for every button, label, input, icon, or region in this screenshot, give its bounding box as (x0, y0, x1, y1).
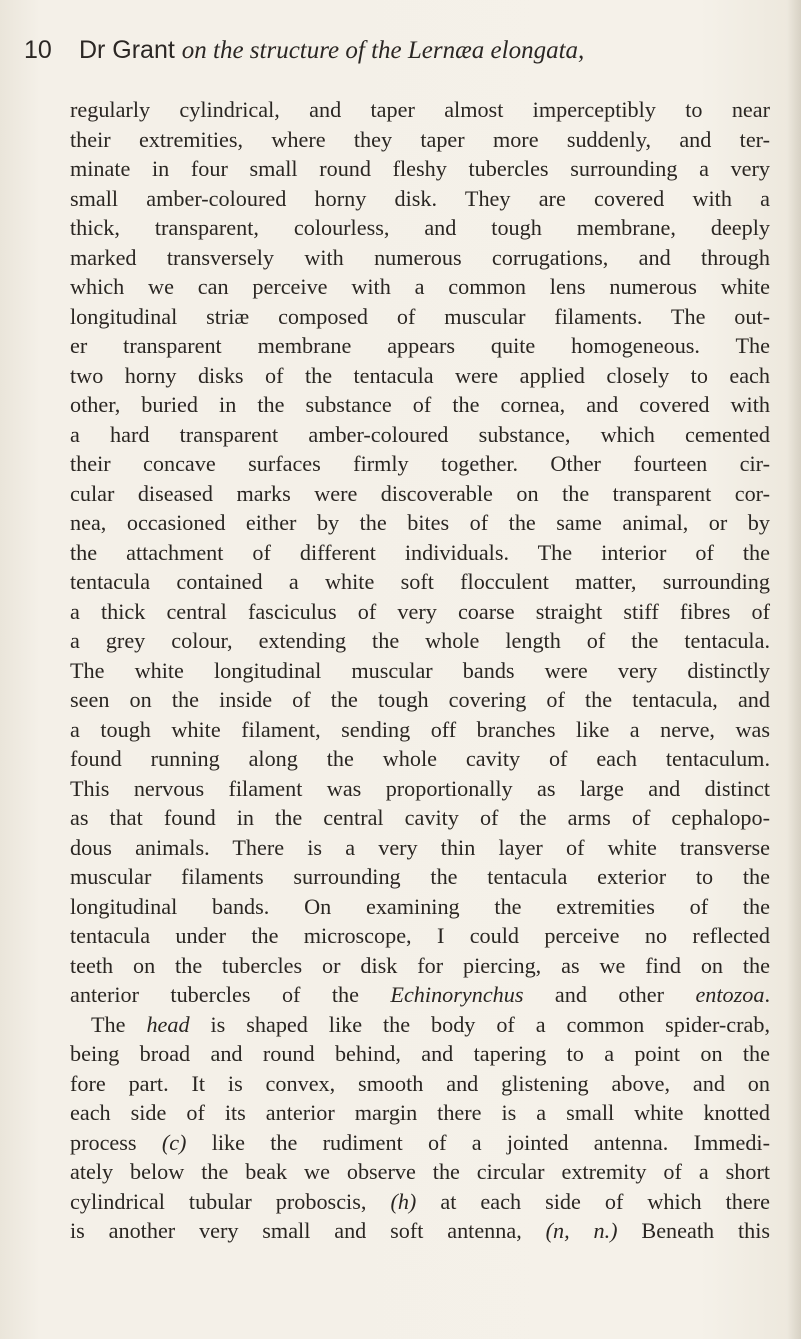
text-run: cylindrical tubular proboscis, (70, 1188, 391, 1214)
italic-term: (c) (161, 1129, 187, 1155)
text-line: small amber-coloured horny disk. They are covered with a (70, 185, 770, 211)
text-line: er transparent membrane appears quite homogeneous. The (70, 333, 770, 358)
text-line: a hard transparent amber-coloured substance, which cemented (70, 421, 770, 447)
text-run: is shaped like the body of a common spider-crab, (189, 1011, 771, 1037)
text-line: dous animals. There is a very thin layer of white transverse (70, 834, 770, 860)
text-line: This nervous filament was proportionally as large and distinct (70, 775, 770, 801)
text-line (70, 1187, 770, 1217)
text-line: the attachment of different individuals. The interior of the (70, 539, 770, 565)
text-line: which we can perceive with a common lens numerous white (70, 274, 770, 299)
text-line: longitudinal bands. On examining the extremities of the (70, 893, 770, 919)
text-line: seen on the inside of the tough covering of the tentacula, and (70, 687, 770, 712)
italic-term: Echinorynchus (390, 982, 524, 1007)
running-title-subject: on the structure of the (181, 37, 408, 64)
text-line: regularly cylindrical, and taper almost imperceptibly to near (70, 97, 770, 122)
text-line: as that found in the central cavity of the arms of cephalopo- (70, 805, 770, 830)
text-line: marked transversely with numerous corrugations, and through (70, 244, 770, 270)
italic-term: (h) (390, 1188, 417, 1214)
running-title-species: Lernæa elongata, (407, 37, 585, 64)
text-line: their extremities, where they taper more suddenly, and ter- (70, 126, 770, 152)
page-edge-shadow (787, 0, 801, 1339)
running-header (24, 36, 764, 76)
text-run: is another very small and soft antenna, (70, 1218, 546, 1243)
text-line: cular diseased marks were discoverable on the transparent cor- (70, 480, 770, 506)
text-line: a thick central fasciculus of very coarse straight stiff fibres of (70, 598, 770, 624)
running-title (79, 36, 584, 65)
text-run: anterior tubercles of the (70, 982, 391, 1007)
text-run: . (764, 982, 771, 1007)
text-run: like the rudiment of a jointed antenna. Immedi- (186, 1129, 770, 1155)
text-run: The (91, 1011, 147, 1037)
text-run: Beneath this (617, 1218, 770, 1243)
text-line: ately below the beak we observe the circular extremity of a short (70, 1159, 770, 1184)
text-line: being broad and round behind, and tapering to a point on the (70, 1041, 770, 1066)
text-line: two horny disks of the tentacula were applied closely to each (70, 362, 770, 388)
text-line: a grey colour, extending the whole length of the tentacula. (70, 628, 770, 653)
italic-term: entozoa (695, 982, 765, 1007)
text-line (70, 1216, 770, 1246)
text-line: teeth on the tubercles or disk for piercing, as we find on the (70, 952, 770, 978)
text-line (70, 980, 770, 1010)
text-line: minate in four small round fleshy tubercles surrounding a very (70, 156, 770, 181)
text-line: found running along the whole cavity of each tentaculum. (70, 746, 770, 771)
text-line: each side of its anterior margin there is a small white knotted (70, 1100, 770, 1125)
text-line: nea, occasioned either by the bites of the same animal, or by (70, 510, 770, 535)
body-text (70, 95, 770, 1246)
text-line: fore part. It is convex, smooth and glistening above, and on (70, 1070, 770, 1096)
text-run: process (70, 1129, 162, 1155)
text-line (70, 1128, 770, 1158)
text-line: thick, transparent, colourless, and tough membrane, deeply (70, 215, 770, 240)
page-number: 10 (24, 36, 52, 64)
text-line: tentacula contained a white soft flocculent matter, surrounding (70, 569, 770, 594)
text-line: other, buried in the substance of the cornea, and covered with (70, 392, 770, 417)
text-line: tentacula under the microscope, I could perceive no reflected (70, 923, 770, 948)
text-line: muscular filaments surrounding the tentacula exterior to the (70, 864, 770, 889)
text-line: a tough white filament, sending off branches like a nerve, was (70, 716, 770, 742)
text-run: at each side of which there (416, 1188, 770, 1214)
text-line: longitudinal striæ composed of muscular filaments. The out- (70, 303, 770, 329)
text-run: and other (523, 982, 696, 1007)
running-title-author: Dr Grant (78, 36, 182, 64)
italic-term: (n, n.) (545, 1218, 618, 1243)
text-line: The white longitudinal muscular bands were very distinctly (70, 657, 770, 683)
italic-term: head (146, 1011, 190, 1037)
text-line (70, 1010, 770, 1040)
text-line: their concave surfaces firmly together. Other fourteen cir- (70, 451, 770, 476)
